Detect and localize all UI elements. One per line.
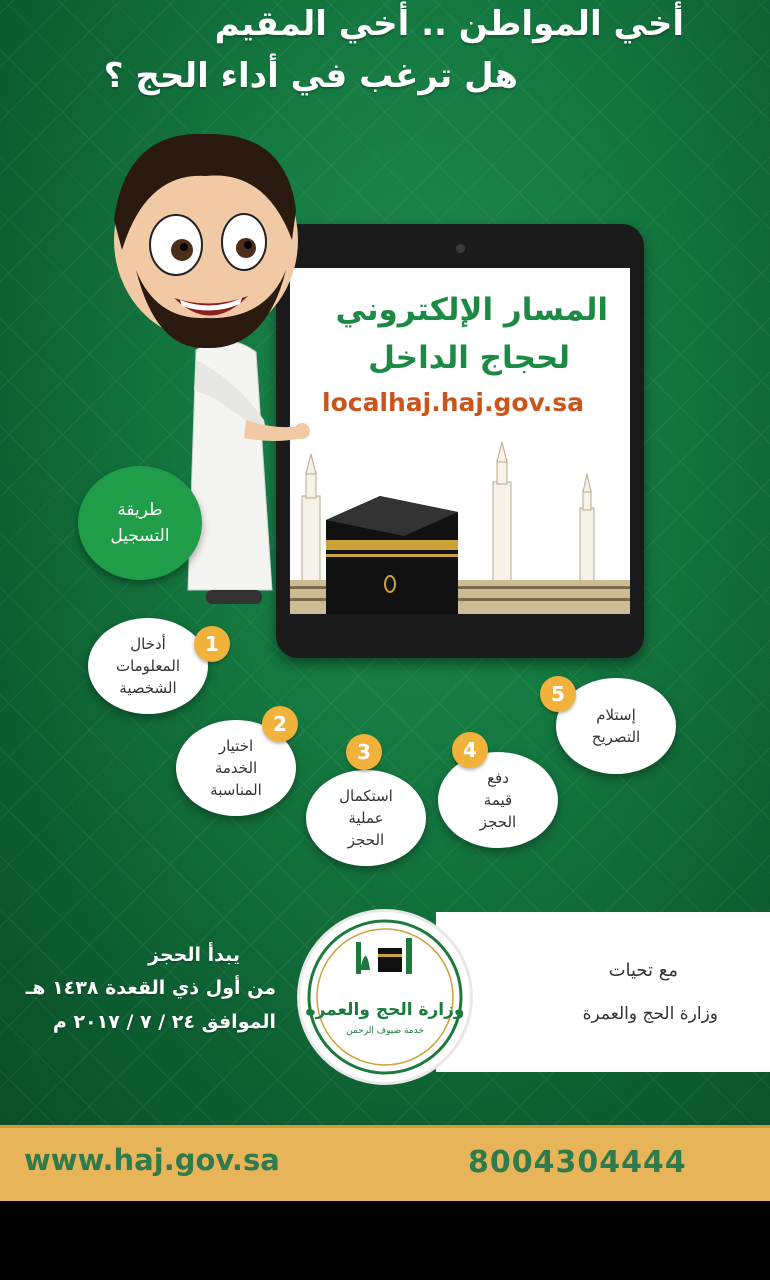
tablet-screen [290,268,630,614]
step-2-line3: المناسبة [210,781,262,799]
register-line2: التسجيل [110,526,170,546]
step-4-line3: الحجز [479,813,517,831]
step-2-line2: الخدمة [214,759,258,777]
footer-phone[interactable]: 8004304444 [468,1145,687,1180]
bottom-black-bar [0,1201,770,1280]
step-3-line2: عملية [348,809,384,827]
step-2-line1: اختيار [218,737,254,755]
kaaba-illustration [290,268,630,614]
step-3 [306,770,426,866]
thanks-line1: مع تحيات [608,960,678,981]
ministry-logo [300,912,470,1082]
step-4-line2: قيمة [483,791,513,809]
screen-subtitle: لحجاج الداخل [368,340,570,376]
step-5-line1: إستلام [596,706,636,724]
step-1 [88,618,208,714]
camera-icon [456,244,465,253]
registration-method-badge [78,466,202,580]
screen-title: المسار الإلكتروني [335,292,608,328]
footer-website[interactable]: www.haj.gov.sa [24,1143,280,1177]
step-3-line3: الحجز [347,831,385,849]
step-1-line3: الشخصية [119,679,177,697]
thanks-panel [436,912,770,1072]
step-5-line2: التصريح [591,728,641,746]
booking-start-label: يبدأ الحجز [148,944,240,966]
step-3-number: 3 [346,734,382,770]
step-5-number: 5 [540,676,576,712]
screen-url[interactable]: localhaj.haj.gov.sa [322,388,585,417]
booking-gregorian-date: الموافق ٢٤ / ٧ / ٢٠١٧ م [52,1011,276,1033]
step-1-line2: المعلومات [115,657,181,675]
step-1-line1: أدخال [130,635,166,653]
step-4 [438,752,558,848]
footer-bar [0,1125,770,1201]
step-2-number: 2 [262,706,298,742]
step-4-number: 4 [452,732,488,768]
logo-emblem-icon [300,912,470,1082]
thanks-line2: وزارة الحج والعمرة [582,1004,718,1024]
footer-divider [0,1125,770,1128]
step-1-number: 1 [194,626,230,662]
headline-line1: أخي المواطن .. أخي المقيم [214,4,684,44]
step-4-line1: دفع [487,769,509,787]
logo-name: وزارة الحج والعمرة [305,1000,465,1020]
step-3-line1: استكمال [339,787,393,805]
register-line1: طريقة [117,500,163,520]
logo-tagline: خدمة ضيوف الرحمن [346,1026,424,1036]
headline-line2: هل ترغب في أداء الحج ؟ [103,56,518,96]
booking-hijri-date: من أول ذي القعدة ١٤٣٨ هـ [25,977,276,999]
